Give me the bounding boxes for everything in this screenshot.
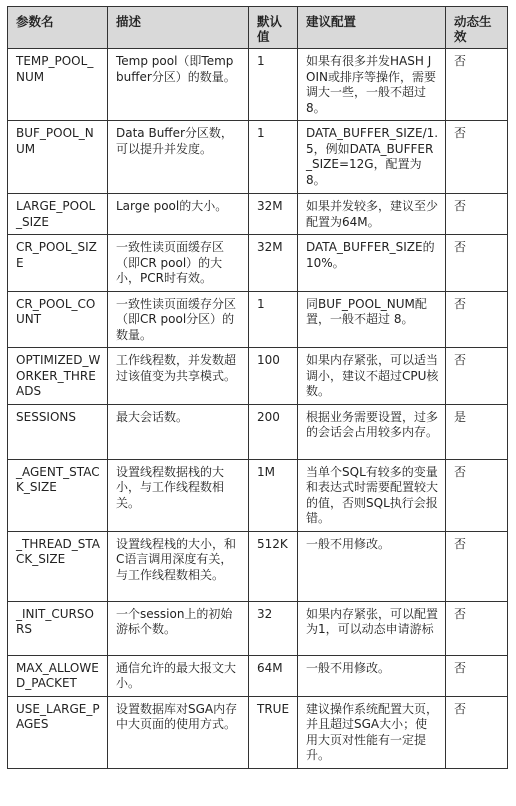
cell-default-value: 1 (249, 291, 298, 348)
cell-suggested-config: DATA_BUFFER_SIZE的10%。 (298, 235, 446, 292)
cell-dynamic-effect: 否 (446, 655, 508, 696)
cell-suggested-config: 如果并发较多，建议至少配置为64M。 (298, 194, 446, 235)
table-row (8, 655, 508, 696)
table-row (8, 348, 508, 405)
table-row (8, 696, 508, 768)
header-suggested-config: 建议配置 (298, 7, 446, 49)
cell-suggested-config: 根据业务需要设置，过多的会话会占用较多内存。 (298, 404, 446, 459)
table-row (8, 531, 508, 601)
cell-dynamic-effect: 否 (446, 459, 508, 531)
cell-param-name: MAX_ALLOWED_PACKET (8, 655, 108, 696)
cell-dynamic-effect: 否 (446, 291, 508, 348)
cell-suggested-config: 建议操作系统配置大页，并且超过SGA大小；使用大页对性能有一定提升。 (298, 696, 446, 768)
cell-default-value: 32M (249, 194, 298, 235)
cell-suggested-config: DATA_BUFFER_SIZE/1.5，例如DATA_BUFFER_SIZE=12G，配置为8。 (298, 121, 446, 194)
cell-dynamic-effect: 否 (446, 601, 508, 655)
cell-param-name: CR_POOL_SIZE (8, 235, 108, 292)
cell-suggested-config: 同BUF_POOL_NUM配置，一般不超过 8。 (298, 291, 446, 348)
cell-param-name: BUF_POOL_NUM (8, 121, 108, 194)
header-param-name: 参数名 (8, 7, 108, 49)
cell-description: Temp pool（即Temp buffer分区）的数量。 (108, 49, 249, 121)
cell-default-value: 1 (249, 49, 298, 121)
cell-description: 一致性读页面缓存区（即CR pool）的大小，PCR时有效。 (108, 235, 249, 292)
header-dynamic-effect: 动态生效 (446, 7, 508, 49)
parameter-table (7, 6, 508, 769)
cell-description: 设置线程数据栈的大小，与工作线程数相关。 (108, 459, 249, 531)
cell-description: Data Buffer分区数，可以提升并发度。 (108, 121, 249, 194)
cell-default-value: 512K (249, 531, 298, 601)
header-default-value: 默认值 (249, 7, 298, 49)
cell-param-name: TEMP_POOL_NUM (8, 49, 108, 121)
table-row (8, 121, 508, 194)
cell-default-value: 200 (249, 404, 298, 459)
table-row (8, 235, 508, 292)
cell-description: 设置数据库对SGA内存中大页面的使用方式。 (108, 696, 249, 768)
cell-suggested-config: 如果内存紧张，可以配置为1，可以动态申请游标 (298, 601, 446, 655)
table-body (8, 49, 508, 769)
table-row (8, 194, 508, 235)
cell-param-name: USE_LARGE_PAGES (8, 696, 108, 768)
cell-description: Large pool的大小。 (108, 194, 249, 235)
cell-description: 一致性读页面缓存分区（即CR pool分区）的数量。 (108, 291, 249, 348)
cell-default-value: 32 (249, 601, 298, 655)
table-row (8, 601, 508, 655)
cell-description: 设置线程栈的大小，和C语言调用深度有关，与工作线程数相关。 (108, 531, 249, 601)
cell-dynamic-effect: 否 (446, 49, 508, 121)
cell-default-value: 100 (249, 348, 298, 405)
cell-suggested-config: 一般不用修改。 (298, 655, 446, 696)
cell-suggested-config: 如果内存紧张，可以适当调小，建议不超过CPU核数。 (298, 348, 446, 405)
cell-param-name: _INIT_CURSORS (8, 601, 108, 655)
table-row (8, 404, 508, 459)
table-row (8, 49, 508, 121)
parameter-table-container (7, 6, 507, 769)
cell-dynamic-effect: 否 (446, 121, 508, 194)
cell-suggested-config: 当单个SQL有较多的变量和表达式时需要配置较大的值，否则SQL执行会报错。 (298, 459, 446, 531)
cell-dynamic-effect: 是 (446, 404, 508, 459)
cell-param-name: LARGE_POOL_SIZE (8, 194, 108, 235)
table-row (8, 459, 508, 531)
cell-description: 一个session上的初始游标个数。 (108, 601, 249, 655)
cell-default-value: 64M (249, 655, 298, 696)
header-row (8, 7, 508, 49)
cell-dynamic-effect: 否 (446, 696, 508, 768)
cell-param-name: _THREAD_STACK_SIZE (8, 531, 108, 601)
table-row (8, 291, 508, 348)
cell-default-value: TRUE (249, 696, 298, 768)
cell-default-value: 1M (249, 459, 298, 531)
cell-dynamic-effect: 否 (446, 235, 508, 292)
cell-dynamic-effect: 否 (446, 194, 508, 235)
cell-suggested-config: 一般不用修改。 (298, 531, 446, 601)
cell-description: 通信允许的最大报文大小。 (108, 655, 249, 696)
cell-default-value: 32M (249, 235, 298, 292)
cell-dynamic-effect: 否 (446, 531, 508, 601)
cell-suggested-config: 如果有很多并发HASH JOIN或排序等操作，需要调大一些，一般不超过8。 (298, 49, 446, 121)
cell-dynamic-effect: 否 (446, 348, 508, 405)
cell-param-name: _AGENT_STACK_SIZE (8, 459, 108, 531)
cell-param-name: SESSIONS (8, 404, 108, 459)
cell-param-name: CR_POOL_COUNT (8, 291, 108, 348)
cell-description: 最大会话数。 (108, 404, 249, 459)
table-header (8, 7, 508, 49)
header-description: 描述 (108, 7, 249, 49)
cell-default-value: 1 (249, 121, 298, 194)
cell-param-name: OPTIMIZED_WORKER_THREADS (8, 348, 108, 405)
cell-description: 工作线程数，并发数超过该值变为共享模式。 (108, 348, 249, 405)
